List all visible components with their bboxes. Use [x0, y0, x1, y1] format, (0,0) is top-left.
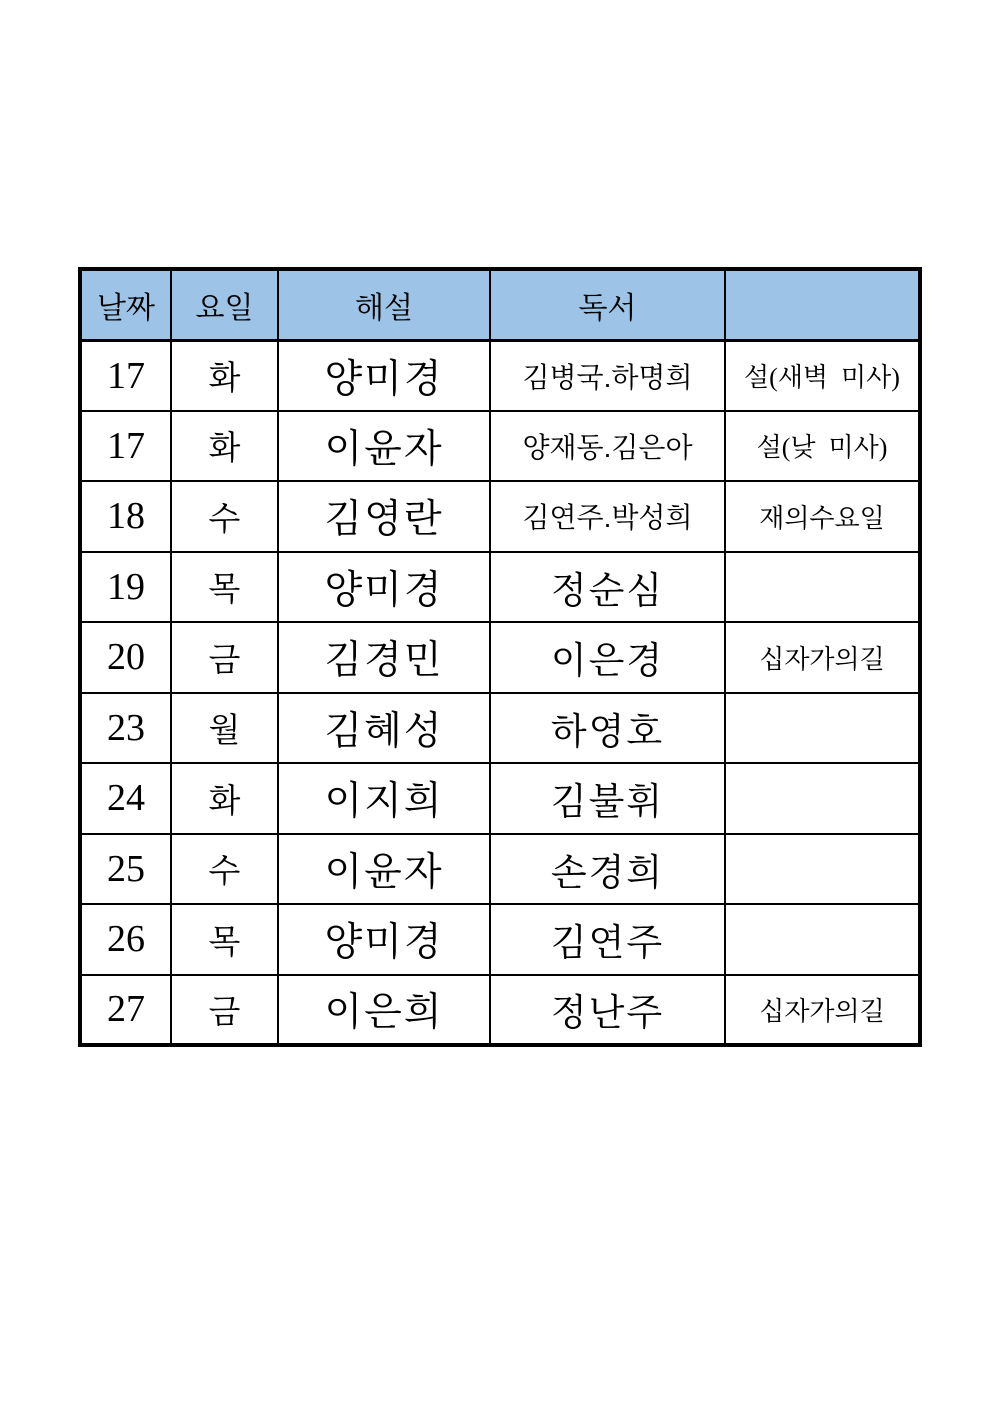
reader-cell: 손경희	[490, 834, 725, 905]
table-row	[80, 481, 920, 552]
table-row	[80, 834, 920, 905]
table-row	[80, 693, 920, 764]
reader-cell: 이은경	[490, 622, 725, 693]
note-cell: 설(낮 미사)	[725, 411, 920, 482]
reader-cell: 하영호	[490, 693, 725, 764]
note-cell	[725, 904, 920, 975]
day-cell: 수	[171, 481, 278, 552]
day-cell: 목	[171, 552, 278, 623]
reader-cell: 양재동.김은아	[490, 411, 725, 482]
note-cell: 십자가의길	[725, 622, 920, 693]
reader-cell: 정순심	[490, 552, 725, 623]
date-cell: 20	[80, 622, 171, 693]
note-cell: 설(새벽 미사)	[725, 340, 920, 411]
reader-cell: 김연주.박성희	[490, 481, 725, 552]
header-row	[80, 269, 920, 340]
date-cell: 17	[80, 340, 171, 411]
day-cell: 수	[171, 834, 278, 905]
note-cell	[725, 693, 920, 764]
commentator-cell: 양미경	[278, 904, 490, 975]
schedule-table	[78, 267, 922, 1047]
date-cell: 19	[80, 552, 171, 623]
table-row	[80, 552, 920, 623]
table-row	[80, 411, 920, 482]
commentator-cell: 양미경	[278, 340, 490, 411]
day-cell: 금	[171, 975, 278, 1046]
col-header-date: 날짜	[80, 269, 171, 340]
commentator-cell: 이지희	[278, 763, 490, 834]
day-cell: 화	[171, 763, 278, 834]
table-row	[80, 622, 920, 693]
commentator-cell: 이윤자	[278, 834, 490, 905]
date-cell: 17	[80, 411, 171, 482]
day-cell: 월	[171, 693, 278, 764]
day-cell: 화	[171, 411, 278, 482]
commentator-cell: 김영란	[278, 481, 490, 552]
day-cell: 목	[171, 904, 278, 975]
day-cell: 화	[171, 340, 278, 411]
day-cell: 금	[171, 622, 278, 693]
col-header-commentator: 해설	[278, 269, 490, 340]
col-header-reader: 독서	[490, 269, 725, 340]
note-cell	[725, 763, 920, 834]
table-row	[80, 904, 920, 975]
commentator-cell: 김혜성	[278, 693, 490, 764]
reader-cell: 김연주	[490, 904, 725, 975]
table-row	[80, 763, 920, 834]
date-cell: 23	[80, 693, 171, 764]
table-row	[80, 975, 920, 1046]
reader-cell: 정난주	[490, 975, 725, 1046]
commentator-cell: 양미경	[278, 552, 490, 623]
note-cell	[725, 834, 920, 905]
note-cell	[725, 552, 920, 623]
date-cell: 24	[80, 763, 171, 834]
col-header-note	[725, 269, 920, 340]
schedule-table-container	[78, 267, 918, 1047]
commentator-cell: 이윤자	[278, 411, 490, 482]
note-cell: 재의수요일	[725, 481, 920, 552]
note-cell: 십자가의길	[725, 975, 920, 1046]
date-cell: 26	[80, 904, 171, 975]
col-header-day: 요일	[171, 269, 278, 340]
date-cell: 25	[80, 834, 171, 905]
table-row	[80, 340, 920, 411]
commentator-cell: 이은희	[278, 975, 490, 1046]
date-cell: 27	[80, 975, 171, 1046]
date-cell: 18	[80, 481, 171, 552]
commentator-cell: 김경민	[278, 622, 490, 693]
reader-cell: 김불휘	[490, 763, 725, 834]
reader-cell: 김병국.하명희	[490, 340, 725, 411]
